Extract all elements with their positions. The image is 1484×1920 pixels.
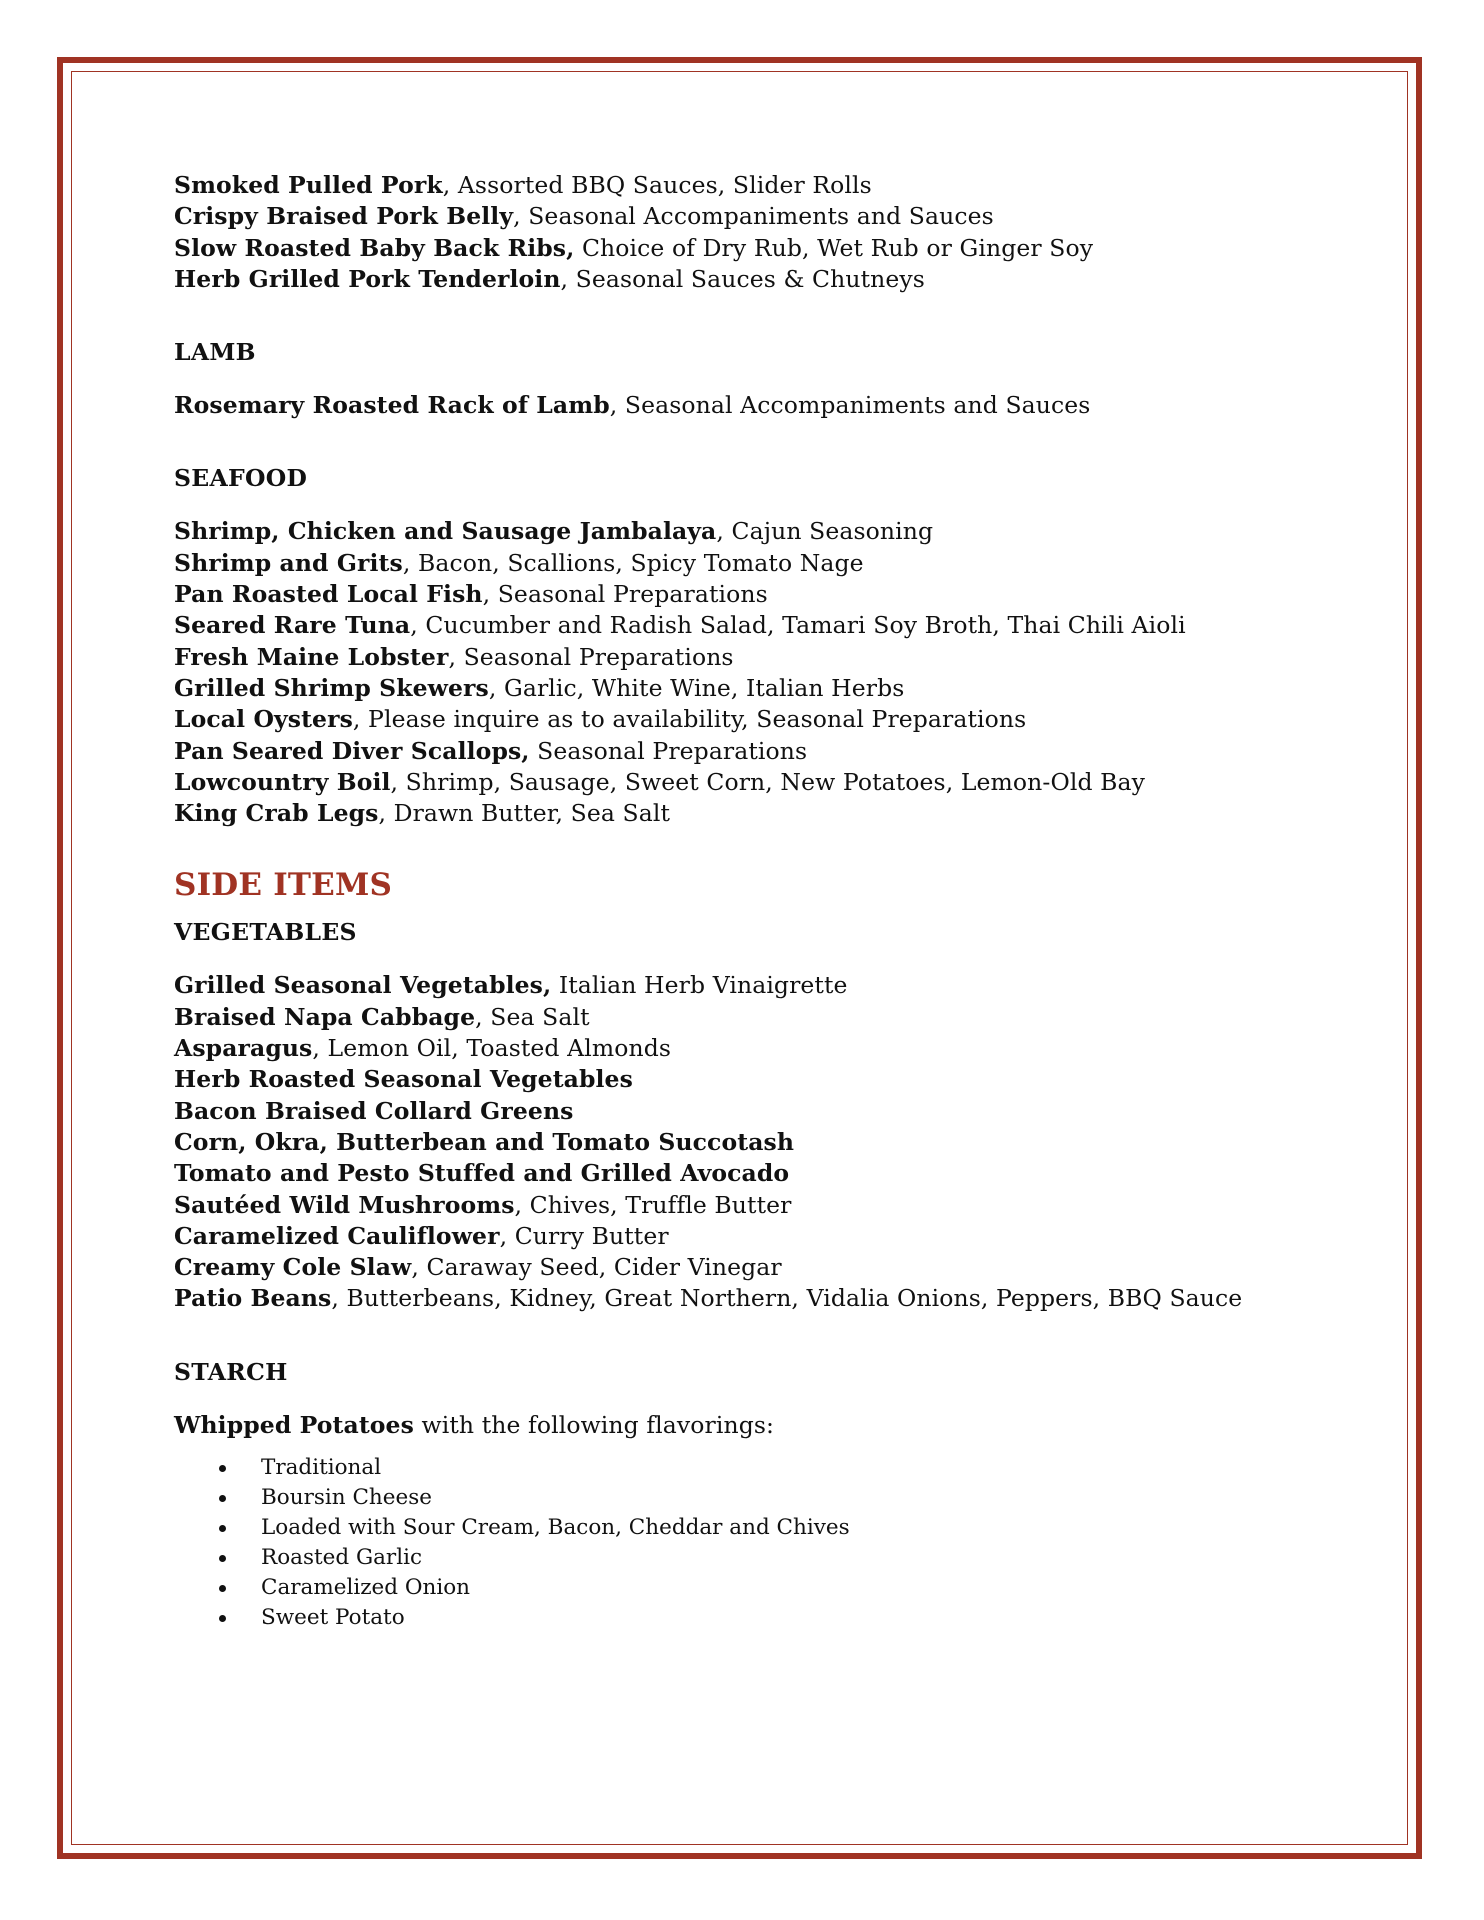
menu-item bbox=[174, 1033, 1324, 1064]
side-items-heading: SIDE ITEMS bbox=[174, 867, 393, 904]
menu-item bbox=[174, 548, 1324, 579]
menu-item bbox=[174, 1064, 1324, 1095]
item-name: Whipped Potatoes bbox=[174, 1410, 414, 1439]
lamb-section bbox=[174, 390, 1324, 421]
item-name: Tomato and Pesto Stuffed and Grilled Avocado bbox=[174, 1159, 790, 1188]
item-name: Fresh Maine Lobster bbox=[174, 642, 449, 671]
menu-item bbox=[174, 736, 1324, 767]
item-desc: , Sea Salt bbox=[475, 1002, 590, 1031]
item-desc: with the following flavorings: bbox=[413, 1410, 775, 1439]
item-name: Crispy Braised Pork Belly bbox=[174, 202, 514, 231]
menu-item bbox=[174, 767, 1324, 798]
item-name: Pan Roasted Local Fish bbox=[174, 580, 483, 609]
item-desc: , Seasonal Accompaniments and Sauces bbox=[513, 202, 994, 231]
item-desc: , Please inquire as to availability, Seasonal Preparations bbox=[352, 705, 1027, 734]
list-item bbox=[174, 1483, 1324, 1513]
flavoring-label: Sweet Potato bbox=[261, 1605, 405, 1631]
menu-item bbox=[174, 1283, 1324, 1314]
item-name: King Crab Legs bbox=[174, 799, 379, 828]
item-desc: , Cucumber and Radish Salad, Tamari Soy Broth, Thai Chili Aioli bbox=[410, 611, 1186, 640]
pork-section bbox=[174, 170, 1324, 295]
item-name: Grilled Seasonal Vegetables, bbox=[174, 971, 552, 1000]
item-name: Patio Beans bbox=[174, 1284, 332, 1313]
item-desc: Choice of Dry Rub, Wet Rub or Ginger Soy bbox=[574, 233, 1094, 262]
menu-item bbox=[174, 390, 1324, 421]
vegetables-heading: VEGETABLES bbox=[174, 918, 357, 947]
menu-item bbox=[174, 516, 1324, 547]
item-name: Grilled Shrimp Skewers bbox=[174, 673, 489, 702]
item-name: Lowcountry Boil bbox=[174, 767, 391, 796]
menu-item bbox=[174, 170, 1324, 201]
menu-item bbox=[174, 704, 1324, 735]
bullet-icon bbox=[219, 1585, 226, 1592]
item-desc: , Seasonal Preparations bbox=[448, 642, 734, 671]
flavoring-label: Boursin Cheese bbox=[261, 1485, 432, 1511]
menu-content bbox=[174, 170, 1324, 1633]
item-desc: , Seasonal Sauces & Chutneys bbox=[560, 264, 925, 293]
item-name: Creamy Cole Slaw bbox=[174, 1253, 412, 1282]
item-desc: , Cajun Seasoning bbox=[716, 517, 934, 546]
item-name: Slow Roasted Baby Back Ribs, bbox=[174, 233, 575, 262]
list-item bbox=[174, 1513, 1324, 1543]
menu-item bbox=[174, 233, 1324, 264]
bullet-icon bbox=[219, 1555, 226, 1562]
menu-item bbox=[174, 1190, 1324, 1221]
item-desc: , Garlic, White Wine, Italian Herbs bbox=[488, 673, 905, 702]
bullet-icon bbox=[219, 1525, 226, 1532]
item-name: Shrimp, Chicken and Sausage Jambalaya bbox=[174, 517, 717, 546]
item-name: Herb Roasted Seasonal Vegetables bbox=[174, 1065, 633, 1094]
list-item bbox=[174, 1573, 1324, 1603]
bullet-icon bbox=[219, 1615, 226, 1622]
item-desc: , Chives, Truffle Butter bbox=[514, 1190, 792, 1219]
item-desc: , Bacon, Scallions, Spicy Tomato Nage bbox=[402, 548, 864, 577]
menu-item bbox=[174, 1221, 1324, 1252]
item-name: Rosemary Roasted Rack of Lamb bbox=[174, 391, 610, 420]
list-item bbox=[174, 1603, 1324, 1633]
item-desc: , Seasonal Accompaniments and Sauces bbox=[609, 391, 1091, 420]
list-item bbox=[174, 1543, 1324, 1573]
starch-intro bbox=[174, 1410, 1324, 1441]
flavoring-label: Caramelized Onion bbox=[261, 1575, 471, 1601]
flavoring-list bbox=[174, 1453, 1324, 1633]
flavoring-label: Roasted Garlic bbox=[261, 1545, 423, 1571]
menu-item bbox=[174, 1252, 1324, 1283]
menu-item bbox=[174, 1127, 1324, 1158]
item-desc: , Seasonal Preparations bbox=[482, 580, 768, 609]
item-desc: Seasonal Preparations bbox=[529, 736, 808, 765]
item-desc: , Curry Butter bbox=[499, 1221, 669, 1250]
item-name: Seared Rare Tuna bbox=[174, 611, 411, 640]
menu-item bbox=[174, 610, 1324, 641]
menu-item bbox=[174, 1158, 1324, 1189]
item-desc: , Lemon Oil, Toasted Almonds bbox=[312, 1034, 672, 1063]
menu-item bbox=[174, 264, 1324, 295]
item-desc: , Shrimp, Sausage, Sweet Corn, New Potatoes, Lemon-Old Bay bbox=[390, 767, 1146, 796]
list-item bbox=[174, 1453, 1324, 1483]
item-name: Sautéed Wild Mushrooms bbox=[174, 1190, 515, 1219]
seafood-section bbox=[174, 516, 1324, 829]
item-name: Bacon Braised Collard Greens bbox=[174, 1096, 574, 1125]
item-name: Local Oysters bbox=[174, 705, 353, 734]
menu-item bbox=[174, 1002, 1324, 1033]
menu-item bbox=[174, 201, 1324, 232]
seafood-heading: SEAFOOD bbox=[174, 464, 308, 493]
menu-item bbox=[174, 1096, 1324, 1127]
flavoring-label: Traditional bbox=[261, 1455, 382, 1481]
vegetables-section bbox=[174, 970, 1324, 1314]
item-desc: , Drawn Butter, Sea Salt bbox=[378, 799, 671, 828]
starch-heading: STARCH bbox=[174, 1357, 288, 1386]
bullet-icon bbox=[219, 1465, 226, 1472]
flavoring-label: Loaded with Sour Cream, Bacon, Cheddar and Chives bbox=[261, 1515, 850, 1541]
item-desc: , Butterbeans, Kidney, Great Northern, Vidalia Onions, Peppers, BBQ Sauce bbox=[331, 1284, 1243, 1313]
item-name: Herb Grilled Pork Tenderloin bbox=[174, 264, 561, 293]
menu-item bbox=[174, 642, 1324, 673]
lamb-heading: LAMB bbox=[174, 338, 256, 367]
menu-item bbox=[174, 673, 1324, 704]
menu-item bbox=[174, 970, 1324, 1001]
item-desc: Italian Herb Vinaigrette bbox=[551, 971, 848, 1000]
item-name: Braised Napa Cabbage bbox=[174, 1002, 476, 1031]
item-name: Pan Seared Diver Scallops, bbox=[174, 736, 530, 765]
item-desc: , Caraway Seed, Cider Vinegar bbox=[411, 1253, 782, 1282]
item-name: Shrimp and Grits bbox=[174, 548, 403, 577]
bullet-icon bbox=[219, 1495, 226, 1502]
item-desc: , Assorted BBQ Sauces, Slider Rolls bbox=[442, 171, 872, 199]
menu-item bbox=[174, 798, 1324, 829]
item-name: Caramelized Cauliflower bbox=[174, 1221, 500, 1250]
item-name: Smoked Pulled Pork bbox=[174, 171, 443, 199]
item-name: Corn, Okra, Butterbean and Tomato Succotash bbox=[174, 1127, 795, 1156]
menu-item bbox=[174, 579, 1324, 610]
item-name: Asparagus bbox=[174, 1034, 313, 1063]
